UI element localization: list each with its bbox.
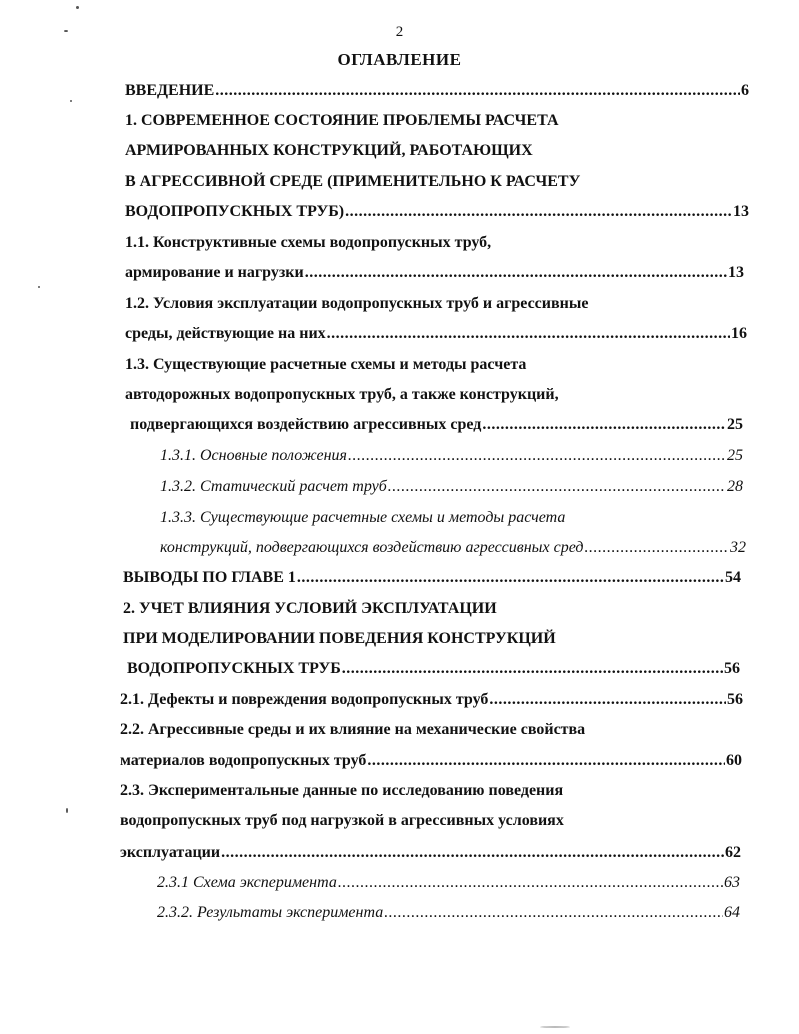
toc-page-number: 64 bbox=[724, 904, 740, 921]
toc-entry-text: ВЫВОДЫ ПО ГЛАВЕ 1 bbox=[123, 569, 296, 586]
toc-entry-text: ВОДОПРОПУСКНЫХ ТРУБ) bbox=[125, 203, 345, 220]
dot-leader bbox=[305, 262, 727, 284]
scan-speck bbox=[70, 100, 72, 102]
dot-leader bbox=[367, 750, 725, 772]
toc-entry-text: 2.1. Дефекты и повреждения водопропускных труб bbox=[120, 691, 489, 708]
toc-entry-text: 2.3.1 Схема эксперимента bbox=[157, 874, 337, 891]
dot-leader bbox=[221, 842, 724, 864]
toc-entry-2-3-end[interactable] bbox=[120, 842, 741, 864]
dot-leader bbox=[348, 445, 726, 467]
toc-page-number: 6 bbox=[741, 82, 749, 99]
toc-entry-text: 2.3.2. Результаты эксперимента bbox=[157, 904, 384, 921]
toc-page-number: 56 bbox=[727, 691, 743, 708]
toc-entry-2-3[interactable] bbox=[120, 780, 563, 802]
toc-page-number: 56 bbox=[724, 660, 740, 677]
toc-entry-text: 1.3.2. Статический расчет труб bbox=[160, 478, 387, 495]
toc-entry-text: 1.3. Существующие расчетные схемы и методы расчета bbox=[125, 356, 527, 373]
toc-entry-text: АРМИРОВАННЫХ КОНСТРУКЦИЙ, РАБОТАЮЩИХ bbox=[125, 142, 533, 159]
toc-entry-chapter-2[interactable] bbox=[123, 598, 497, 620]
toc-entry-text: 1.1. Конструктивные схемы водопропускных труб, bbox=[125, 234, 492, 251]
toc-entry-chapter-1-cont bbox=[125, 140, 533, 162]
dot-leader bbox=[338, 872, 723, 894]
toc-entry-text: 1.2. Условия эксплуатации водопропускных труб и агрессивные bbox=[125, 295, 589, 312]
toc-entry-text: материалов водопропускных труб bbox=[120, 752, 367, 769]
toc-entry-text: В АГРЕССИВНОЙ СРЕДЕ (ПРИМЕНИТЕЛЬНО К РАСЧЕТУ bbox=[125, 173, 581, 190]
toc-page-number: 13 bbox=[728, 264, 744, 281]
toc-entry-2-3-1[interactable] bbox=[157, 872, 740, 894]
toc-entry-text: ВОДОПРОПУСКНЫХ ТРУБ bbox=[127, 660, 341, 677]
toc-entry-2-1[interactable] bbox=[120, 689, 743, 711]
toc-entry-1-3-end[interactable] bbox=[130, 414, 743, 436]
dot-leader bbox=[482, 414, 726, 436]
dot-leader bbox=[489, 689, 726, 711]
toc-page-number: 25 bbox=[727, 416, 743, 433]
toc-page-number: 63 bbox=[724, 874, 740, 891]
scan-speck bbox=[66, 808, 68, 813]
dot-leader bbox=[384, 902, 723, 924]
toc-page-number: 28 bbox=[727, 478, 743, 495]
toc-entry-text: 2.3. Экспериментальные данные по исследованию поведения bbox=[120, 782, 564, 799]
dot-leader bbox=[342, 658, 723, 680]
toc-entry-2-3-2[interactable] bbox=[157, 902, 740, 924]
toc-entry-text: 2. УЧЕТ ВЛИЯНИЯ УСЛОВИЙ ЭКСПЛУАТАЦИИ bbox=[123, 600, 497, 617]
page-number: 2 bbox=[395, 24, 404, 40]
toc-page-number: 60 bbox=[726, 752, 742, 769]
toc-entry-text: конструкций, подвергающихся воздействию агрессивных сред bbox=[160, 539, 584, 556]
scan-speck bbox=[76, 6, 79, 9]
toc-page-number: 54 bbox=[725, 569, 741, 586]
toc-entry-text: 1.3.3. Существующие расчетные схемы и методы расчета bbox=[160, 509, 566, 526]
toc-page-number: 32 bbox=[730, 539, 746, 556]
toc-page-number: 25 bbox=[727, 447, 743, 464]
toc-entry-chapter-1-end[interactable] bbox=[125, 201, 749, 223]
toc-entry-2-2-end[interactable] bbox=[120, 750, 742, 772]
dot-leader bbox=[327, 323, 730, 345]
toc-entry-1-3-1[interactable] bbox=[160, 445, 743, 467]
dot-leader bbox=[585, 537, 730, 559]
toc-entry-1-3-2[interactable] bbox=[160, 476, 743, 498]
toc-page-number: 13 bbox=[733, 203, 749, 220]
toc-entry-1-3-3[interactable] bbox=[160, 507, 565, 529]
toc-entry-introduction[interactable] bbox=[125, 80, 749, 102]
scan-speck bbox=[540, 1026, 570, 1028]
toc-entry-1-3-cont bbox=[125, 384, 559, 406]
toc-entry-1-1-end[interactable] bbox=[125, 262, 744, 284]
toc-page-number: 16 bbox=[731, 325, 747, 342]
toc-entry-2-2[interactable] bbox=[120, 719, 585, 741]
dot-leader bbox=[388, 476, 726, 498]
dot-leader bbox=[345, 201, 732, 223]
toc-entry-text: 1.3.1. Основные положения bbox=[160, 447, 347, 464]
toc-entry-text: среды, действующие на них bbox=[125, 325, 326, 342]
page-title: ОГЛАВЛЕНИЕ bbox=[337, 50, 462, 69]
toc-entry-text: водопропускных труб под нагрузкой в агрессивных условиях bbox=[120, 812, 564, 829]
toc-entry-chapter-1-cont bbox=[125, 171, 580, 193]
toc-entry-text: подвергающихся воздействию агрессивных сред bbox=[130, 416, 482, 433]
toc-entry-chapter-2-cont bbox=[123, 628, 556, 650]
toc-entry-text: автодорожных водопропускных труб, а также конструкций, bbox=[125, 386, 559, 403]
toc-entry-conclusions-1[interactable] bbox=[123, 567, 741, 589]
toc-entry-text: ВВЕДЕНИЕ bbox=[125, 82, 215, 99]
dot-leader bbox=[215, 80, 740, 102]
toc-entry-text: 2.2. Агрессивные среды и их влияние на механические свойства bbox=[120, 721, 586, 738]
scan-speck bbox=[38, 286, 40, 288]
toc-entry-2-3-cont bbox=[120, 810, 564, 832]
toc-page-number: 62 bbox=[725, 844, 741, 861]
toc-entry-1-2[interactable] bbox=[125, 293, 588, 315]
toc-entry-1-3[interactable] bbox=[125, 354, 526, 376]
toc-entry-text: эксплуатации bbox=[120, 844, 221, 861]
toc-entry-chapter-1[interactable] bbox=[125, 110, 559, 132]
toc-entry-1-3-3-end[interactable] bbox=[160, 537, 746, 559]
toc-entry-text: армирование и нагрузки bbox=[125, 264, 304, 281]
toc-entry-1-2-end[interactable] bbox=[125, 323, 747, 345]
toc-entry-text: 1. СОВРЕМЕННОЕ СОСТОЯНИЕ ПРОБЛЕМЫ РАСЧЕТА bbox=[125, 112, 559, 129]
toc-entry-text: ПРИ МОДЕЛИРОВАНИИ ПОВЕДЕНИЯ КОНСТРУКЦИЙ bbox=[123, 630, 556, 647]
dot-leader bbox=[297, 567, 724, 589]
toc-entry-chapter-2-end[interactable] bbox=[127, 658, 740, 680]
toc-entry-1-1[interactable] bbox=[125, 232, 491, 254]
